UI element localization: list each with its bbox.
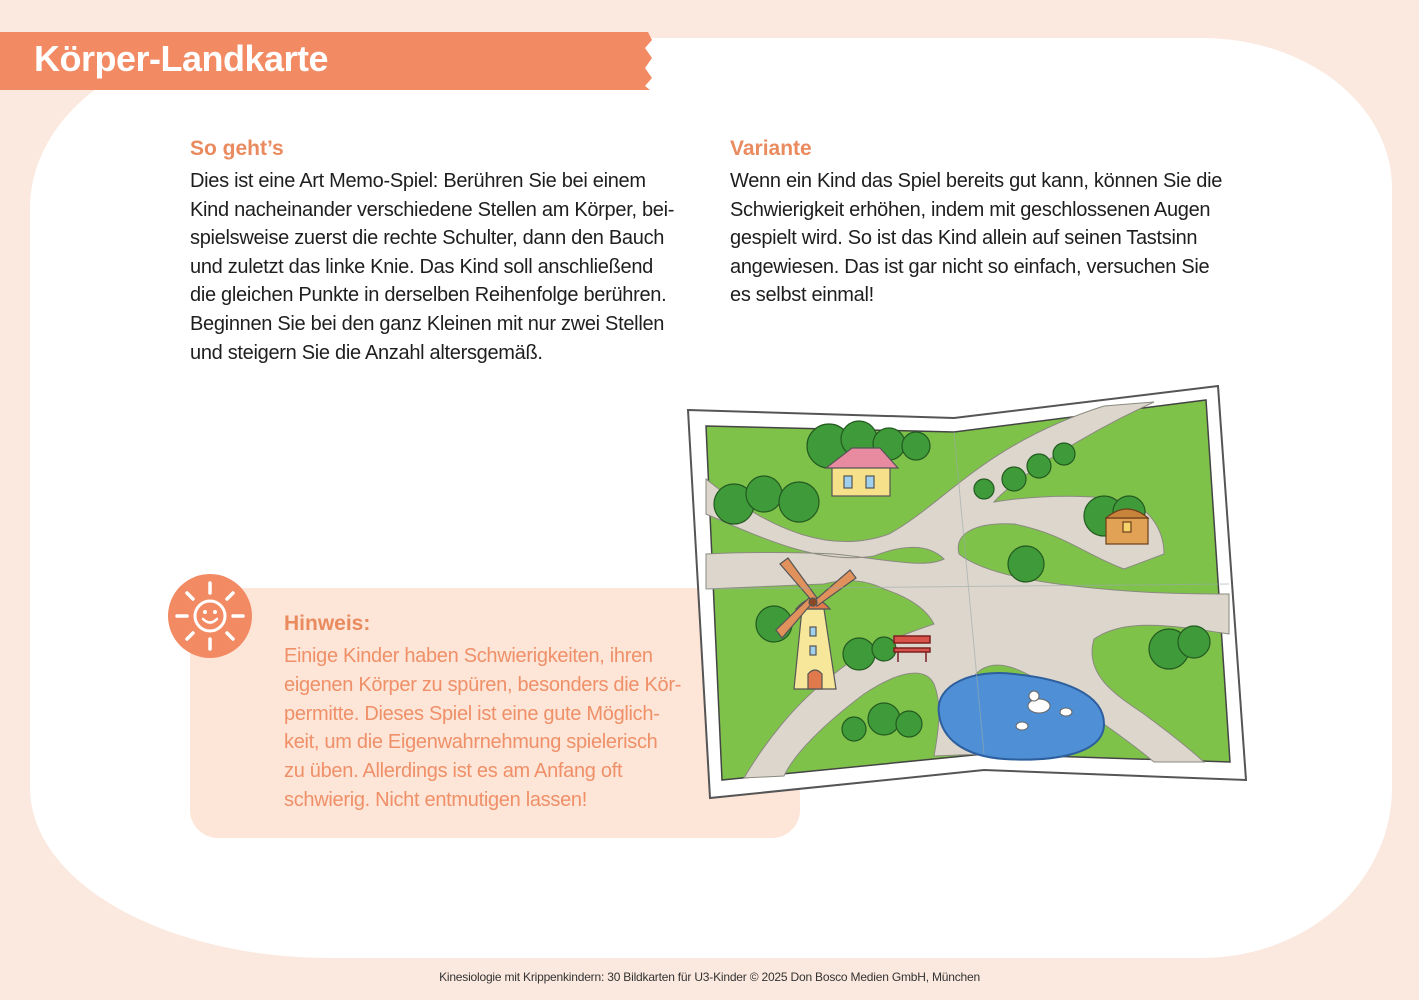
hint-heading: Hinweis: — [284, 612, 371, 635]
so-gehts-text — [190, 167, 710, 367]
variante-line: es selbst einmal! — [730, 284, 874, 307]
hint-line: schwierig. Nicht entmutigen lassen! — [284, 788, 587, 811]
so-gehts-line: und zuletzt das linke Knie. Das Kind soll anschließend — [190, 255, 653, 278]
so-gehts-line: die gleichen Punkte in derselben Reihenfolge berühren. — [190, 284, 667, 307]
treasure-map-illustration — [684, 384, 1252, 802]
hint-line: zu üben. Allerdings ist es am Anfang oft — [284, 760, 623, 783]
so-gehts-line: spielsweise zuerst die rechte Schulter, dann den Bauch — [190, 227, 665, 250]
so-gehts-line: Beginnen Sie bei den ganz Kleinen mit nur zwei Stellen — [190, 312, 665, 335]
variante-line: Wenn ein Kind das Spiel bereits gut kann, können Sie die — [730, 170, 1223, 192]
so-gehts-line: Kind nacheinander verschiedene Stellen am Körper, bei- — [190, 198, 675, 221]
so-gehts-line: und steigern Sie die Anzahl altersgemäß. — [190, 341, 543, 364]
variante-line: angewiesen. Das ist gar nicht so einfach, versuchen Sie — [730, 255, 1210, 278]
page-title: Körper-Landkarte — [34, 38, 329, 79]
variante-heading: Variante — [730, 137, 812, 160]
sun-smiley-icon — [167, 573, 253, 659]
so-gehts-line: Dies ist eine Art Memo-Spiel: Berühren Sie bei einem — [190, 170, 646, 192]
hint-text — [284, 642, 681, 815]
hint-line: eigenen Körper zu spüren, besonders die Kör- — [284, 673, 682, 696]
variante-line: gespielt wird. So ist das Kind allein auf seinen Tastsinn — [730, 227, 1198, 250]
hint-line: keit, um die Eigenwahrnehmung spielerisch — [284, 731, 658, 754]
footer-copyright: Kinesiologie mit Krippenkindern: 30 Bildkarten für U3-Kinder © 2025 Don Bosco Medien GmbH, München — [439, 970, 980, 984]
hint-line: Einige Kinder haben Schwierigkeiten, ihren — [284, 645, 653, 667]
variante-text — [730, 167, 1270, 310]
variante-line: Schwierigkeit erhöhen, indem mit geschlossenen Augen — [730, 198, 1211, 221]
so-gehts-heading: So geht’s — [190, 137, 284, 160]
hint-line: permitte. Dieses Spiel ist eine gute Möglich- — [284, 702, 660, 725]
